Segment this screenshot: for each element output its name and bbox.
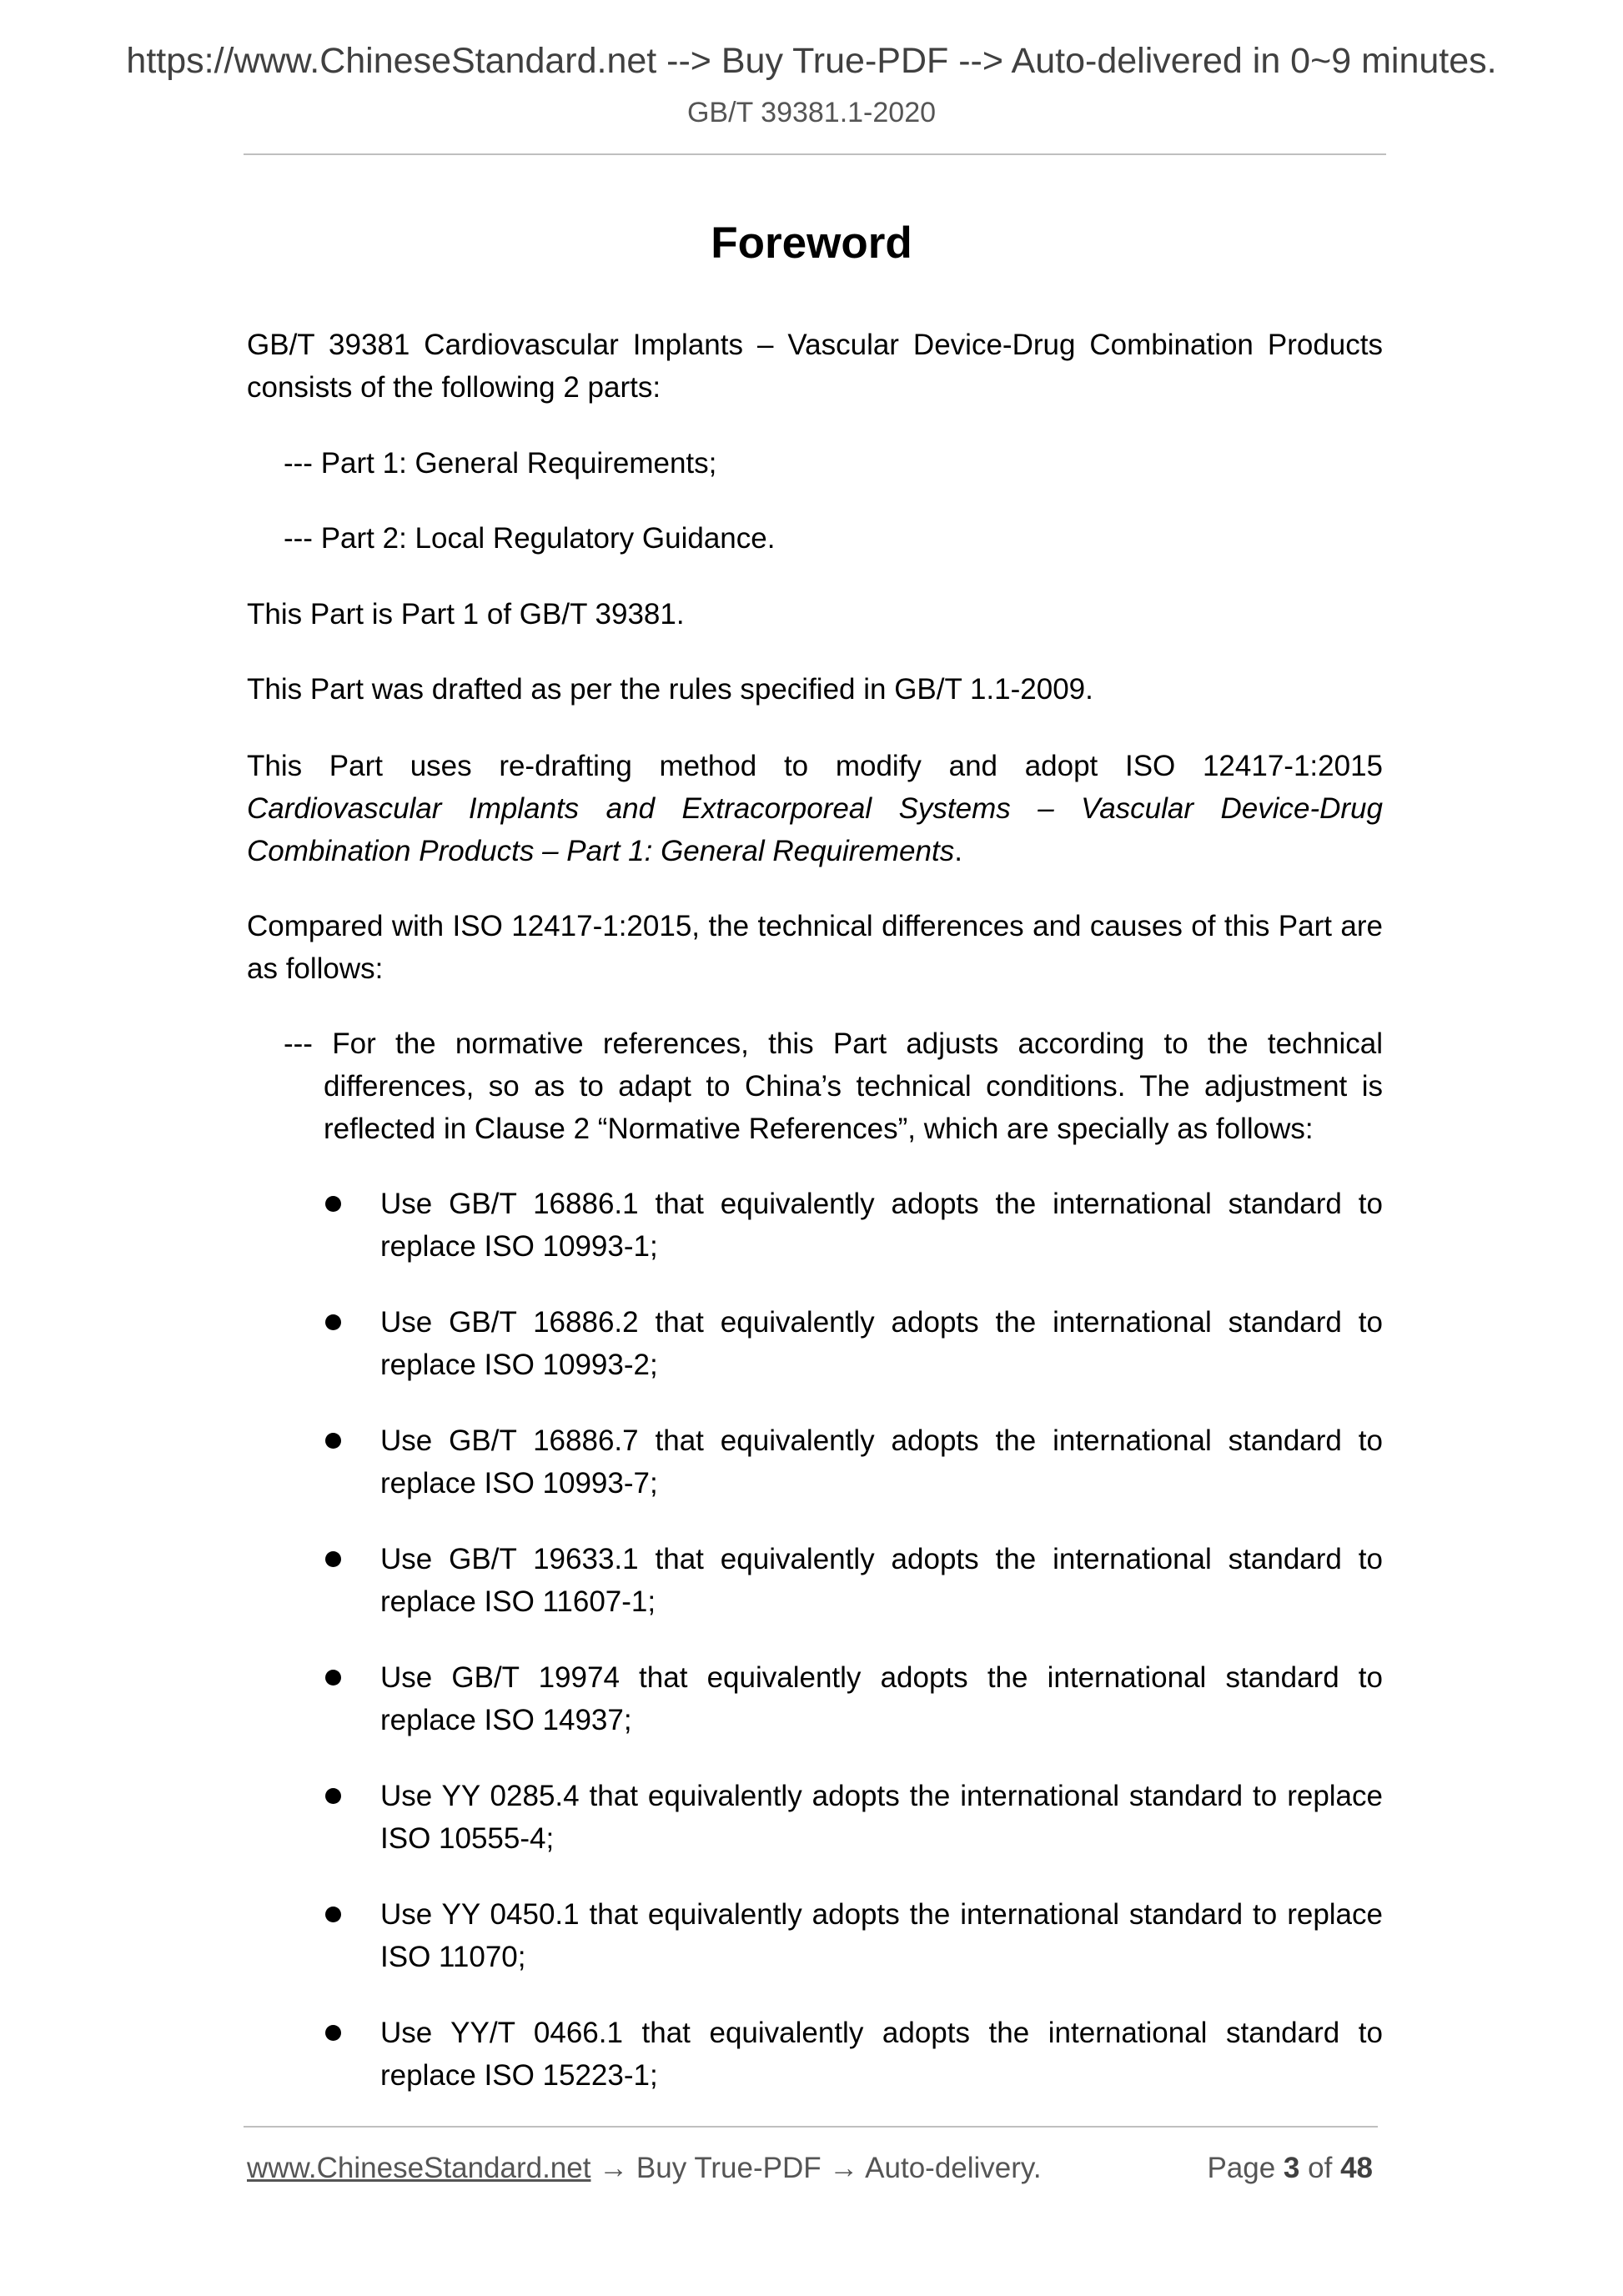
part-2-item: --- Part 2: Local Regulatory Guidance.: [284, 522, 776, 555]
adoption-text: This Part uses re-drafting method to modify and adopt ISO 12417-1:2015: [247, 750, 1383, 782]
footer-tagline: → Buy True-PDF → Auto-delivery.: [590, 2152, 1042, 2184]
of-label: of: [1308, 2152, 1333, 2184]
bullet-icon: [325, 2025, 341, 2041]
list-item-text: Use GB/T 16886.1 that equivalently adopts the international standard to replace ISO 10993-1;: [380, 1188, 1383, 1263]
list-item-text: Use YY 0285.4 that equivalently adopts the international standard to replace ISO 10555-4;: [380, 1780, 1383, 1855]
part-1-item: --- Part 1: General Requirements;: [284, 447, 717, 480]
doc-code-header: GB/T 39381.1-2020: [686, 97, 937, 128]
list-item: [325, 1301, 1383, 1393]
footer-site-link[interactable]: www.ChineseStandard.net: [247, 2152, 591, 2184]
bullet-icon: [325, 1433, 341, 1449]
bullet-icon: [325, 1670, 341, 1686]
header-divider: [244, 153, 1386, 155]
top-banner: https://www.ChineseStandard.net --> Buy True-PDF --> Auto-delivered in 0~9 minutes.: [126, 41, 1497, 81]
page-footer: [247, 2153, 1373, 2183]
bullet-icon: [325, 1551, 341, 1567]
bullet-icon: [325, 1196, 341, 1212]
intro-paragraph: GB/T 39381 Cardiovascular Implants – Vascular Device-Drug Combination Products consists of the following 2 parts:: [247, 329, 1383, 404]
footer-divider: [244, 2126, 1378, 2128]
iso-title: Cardiovascular Implants and Extracorporeal Systems – Vascular Device-Drug Combination Products – Part 1: General Requirements: [247, 792, 1383, 867]
page-title: Foreword: [711, 219, 912, 268]
adoption-paragraph: [247, 745, 1383, 872]
list-item-text: Use GB/T 19633.1 that equivalently adopts the international standard to replace ISO 11607-1;: [380, 1543, 1383, 1618]
page-label: Page: [1207, 2152, 1276, 2184]
list-item-text: Use GB/T 19974 that equivalently adopts the international standard to replace ISO 14937;: [380, 1661, 1383, 1736]
list-item: [325, 1775, 1383, 1866]
page-number: 3: [1283, 2152, 1300, 2184]
list-item-text: Use GB/T 16886.2 that equivalently adopts the international standard to replace ISO 10993-2;: [380, 1306, 1383, 1381]
adoption-end: .: [954, 835, 962, 867]
list-item: [325, 1183, 1383, 1274]
drafting-rules-paragraph: This Part was drafted as per the rules specified in GB/T 1.1-2009.: [247, 673, 1093, 706]
list-item: [325, 1419, 1383, 1511]
bullet-icon: [325, 1314, 341, 1330]
list-item: [325, 1893, 1383, 1985]
list-item-text: Use GB/T 16886.7 that equivalently adopts the international standard to replace ISO 10993-7;: [380, 1424, 1383, 1500]
list-item-text: Use YY/T 0466.1 that equivalently adopts the international standard to replace ISO 15223-1;: [380, 2017, 1383, 2092]
part-statement: This Part is Part 1 of GB/T 39381.: [247, 598, 685, 631]
total-pages: 48: [1340, 2152, 1373, 2184]
list-item-text: Use YY 0450.1 that equivalently adopts the international standard to replace ISO 11070;: [380, 1898, 1383, 1973]
differences-paragraph: Compared with ISO 12417-1:2015, the technical differences and causes of this Part are as follows:: [247, 910, 1383, 985]
bullet-icon: [325, 1907, 341, 1922]
list-item: [325, 2012, 1383, 2103]
bullet-icon: [325, 1788, 341, 1804]
list-item: [325, 1656, 1383, 1748]
page-indicator: [1207, 2153, 1373, 2183]
list-item: [325, 1538, 1383, 1630]
normative-references-item: --- For the normative references, this Part adjusts according to the technical differences, so as to adapt to China’s technical conditions. The adjustment is reflected in Clause 2 “Normative References”, which are specially as follows:: [284, 1027, 1383, 1145]
